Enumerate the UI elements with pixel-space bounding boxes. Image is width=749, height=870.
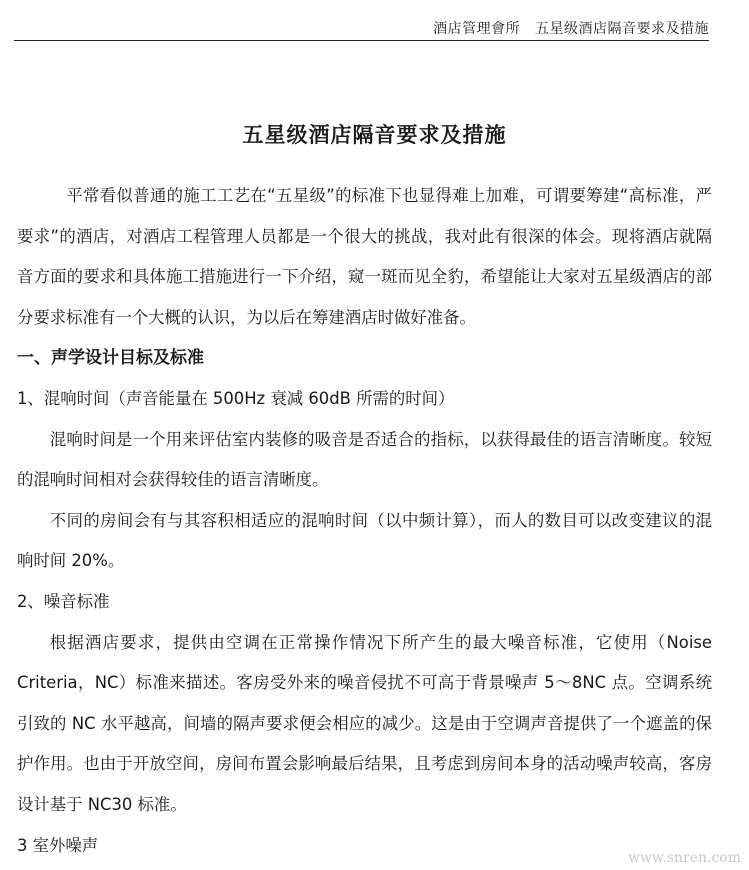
header-text [433, 18, 709, 38]
header-doc-title: 五星级酒店隔音要求及措施 [535, 21, 709, 37]
reverberation-paragraph-2: 不同的房间会有与其容积相适应的混响时间（以中频计算），而人的数目可以改变建议的混响时间 20%。 [17, 510, 712, 571]
document-body [17, 176, 712, 866]
intro-paragraph: 平常看似普通的施工工艺在“五星级”的标准下也显得难上加难，可谓要筹建“高标准，严要求”的酒店，对酒店工程管理人员都是一个很大的挑战，我对此有很深的体会。现将酒店就隔音方面的要求和具体施工措施进行一下介绍，窥一斑而见全豹，希望能让大家对五星级酒店的部分要求标准有一个大概的认识，为以后在筹建酒店时做好准备。 [17, 186, 712, 327]
watermark: www.snren.com [628, 850, 741, 866]
document-title: 五星级酒店隔音要求及措施 [242, 123, 507, 147]
noise-standard-paragraph: 根据酒店要求，提供由空调在正常操作情况下所产生的最大噪音标准，它使用（Noise Criteria，NC）标准来描述。客房受外来的噪音侵扰不可高于背景噪声 5～8NC 点。空调系统引致的 NC 水平越高，间墙的隔声要求便会相应的减少。这是由于空调声音提供了一个遮盖的保护作用。也由于开放空间，房间布置会影响最后结果，且考虑到房间本身的活动噪声较高，客房设计基于 NC30 标准。 [17, 632, 712, 814]
header-org: 酒店管理會所 [433, 21, 521, 37]
section-heading-acoustic-design: 一、声学设计目标及标准 [17, 348, 204, 369]
subsection-outdoor-noise-title: 3 室外噪声 [17, 835, 99, 855]
subsection-noise-standard-title: 2、噪音标准 [17, 591, 110, 611]
subsection-reverberation-title: 1、混响时间（声音能量在 500Hz 衰减 60dB 所需的时间） [17, 388, 455, 408]
reverberation-paragraph-1: 混响时间是一个用来评估室内装修的吸音是否适合的指标，以获得最佳的语言清晰度。较短的混响时间相对会获得较佳的语言清晰度。 [17, 429, 712, 490]
page-header [14, 0, 709, 41]
